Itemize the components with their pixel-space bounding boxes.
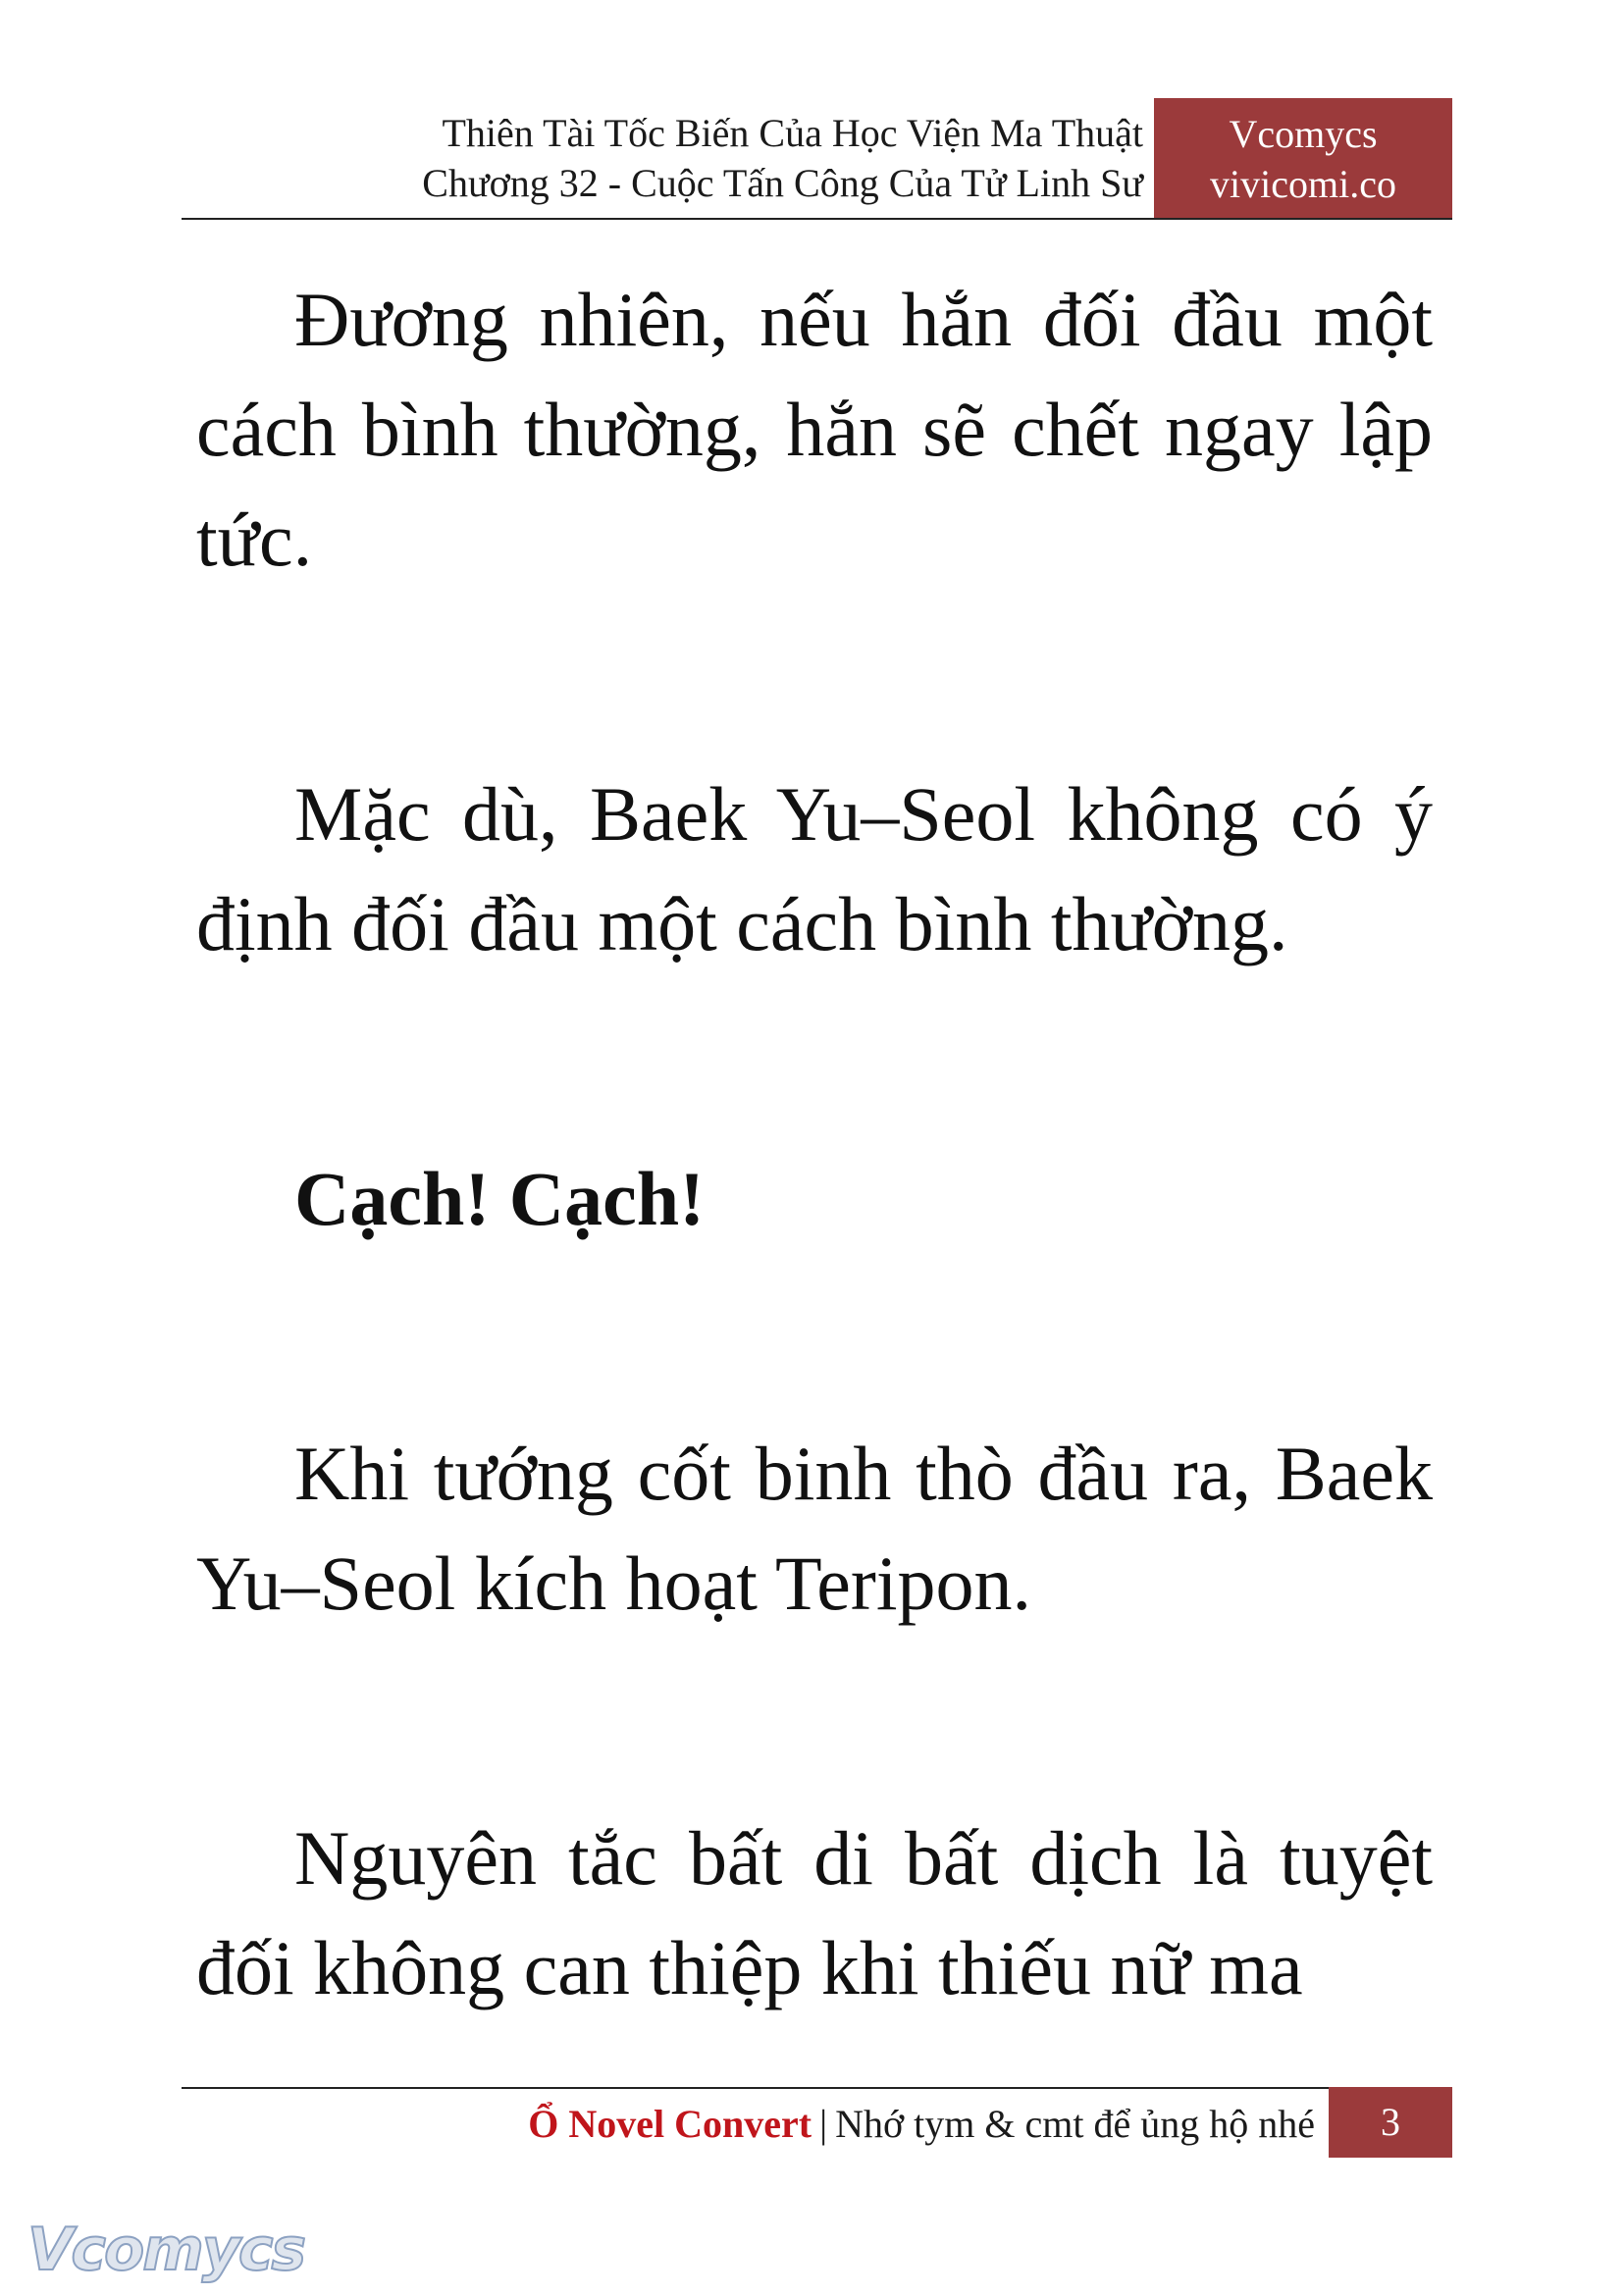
site-badge-url: vivicomi.co [1210,162,1396,206]
header-titles [422,108,1143,208]
paragraph: Mặc dù, Baek Yu–Seol không có ý định đối đầu một cách bình thường. [196,771,1433,966]
header-divider [182,218,1452,220]
paragraph: Nguyên tắc bất di bất dịch là tuyệt đối không can thiệp khi thiếu nữ ma [196,1815,1433,2010]
paragraph: Khi tướng cốt binh thò đầu ra, Baek Yu–Seol kích hoạt Teripon. [196,1431,1433,1626]
footer-brand: Ổ Novel Convert [528,2102,812,2146]
footer-message [528,2101,1315,2148]
footer-note: Nhớ tym & cmt để ủng hộ nhé [835,2102,1315,2146]
footer-divider [182,2087,1452,2089]
paragraph: Đương nhiên, nếu hắn đối đầu một cách bình thường, hắn sẽ chết ngay lập tức. [196,277,1433,582]
watermark-logo: Vcomycs [27,2216,305,2284]
footer-separator: | [819,2102,828,2146]
page-footer [182,2087,1452,2158]
chapter-body [196,265,1433,2188]
site-badge-name: Vcomycs [1229,112,1378,156]
page-header [182,98,1452,220]
site-badge [1154,98,1452,220]
book-title: Thiên Tài Tốc Biến Của Học Viện Ma Thuật [442,111,1143,155]
page-number: 3 [1329,2087,1452,2158]
chapter-title: Chương 32 - Cuộc Tấn Công Của Tử Linh Sư [422,161,1143,205]
sound-effect-paragraph: Cạch! Cạch! [294,1156,706,1241]
